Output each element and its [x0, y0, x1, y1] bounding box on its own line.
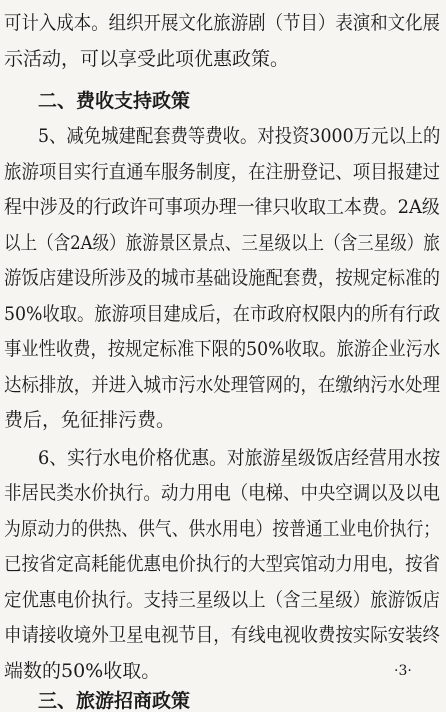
text-line: 事业性收费，按规定标准下限的50%收取。旅游企业污水: [4, 338, 441, 360]
text-line: 定优惠电价执行。支持三星级以上（含三星级）旅游饭店: [4, 589, 441, 611]
text-line: 端数的50%收取。: [4, 660, 161, 682]
text-line: 50%收取。旅游项目建成后，在市政府权限内的所有行政: [4, 303, 441, 325]
text-line: 为原动力的供热、供气、供水用电）按普通工业电价执行；: [4, 518, 441, 540]
text-line: 已按省定高耗能优惠电价执行的大型宾馆动力用电，按省: [4, 553, 441, 575]
text-line: 程中涉及的行政许可事项办理一律只收取工本费。2A级: [4, 196, 440, 218]
page-number: ·3·: [394, 663, 412, 679]
text-line: 5、减免城建配套费等费收。对投资3000万元以上的: [38, 125, 441, 147]
text-line: 非居民类水价执行。动力用电（电梯、中央空调以及以电: [4, 482, 441, 504]
text-line: 以上（含2A级）旅游景区景点、三星级以上（含三星级）旅: [4, 232, 440, 254]
text-line: 申请接收境外卫星电视节目，有线电视收费按实际安装终: [4, 624, 441, 646]
section-heading: 三、旅游招商政策: [38, 690, 191, 712]
text-line: 游饭店建设所涉及的城市基础设施配套费，按规定标准的: [4, 267, 441, 289]
text-line: 6、实行水电价格优惠。对旅游星级饭店经营用水按: [38, 447, 441, 469]
text-line: 旅游项目实行直通车服务制度，在注册登记、项目报建过: [4, 161, 441, 183]
section-heading: 二、费收支持政策: [38, 90, 191, 112]
text-line: 示活动，可以享受此项优惠政策。: [4, 48, 290, 70]
text-line: 达标排放，并进入城市污水处理管网的，在缴纳污水处理: [4, 374, 441, 396]
text-line: 可计入成本。组织开展文化旅游剧（节目）表演和文化展: [4, 12, 441, 34]
text-line: 费后，免征排污费。: [4, 409, 176, 431]
